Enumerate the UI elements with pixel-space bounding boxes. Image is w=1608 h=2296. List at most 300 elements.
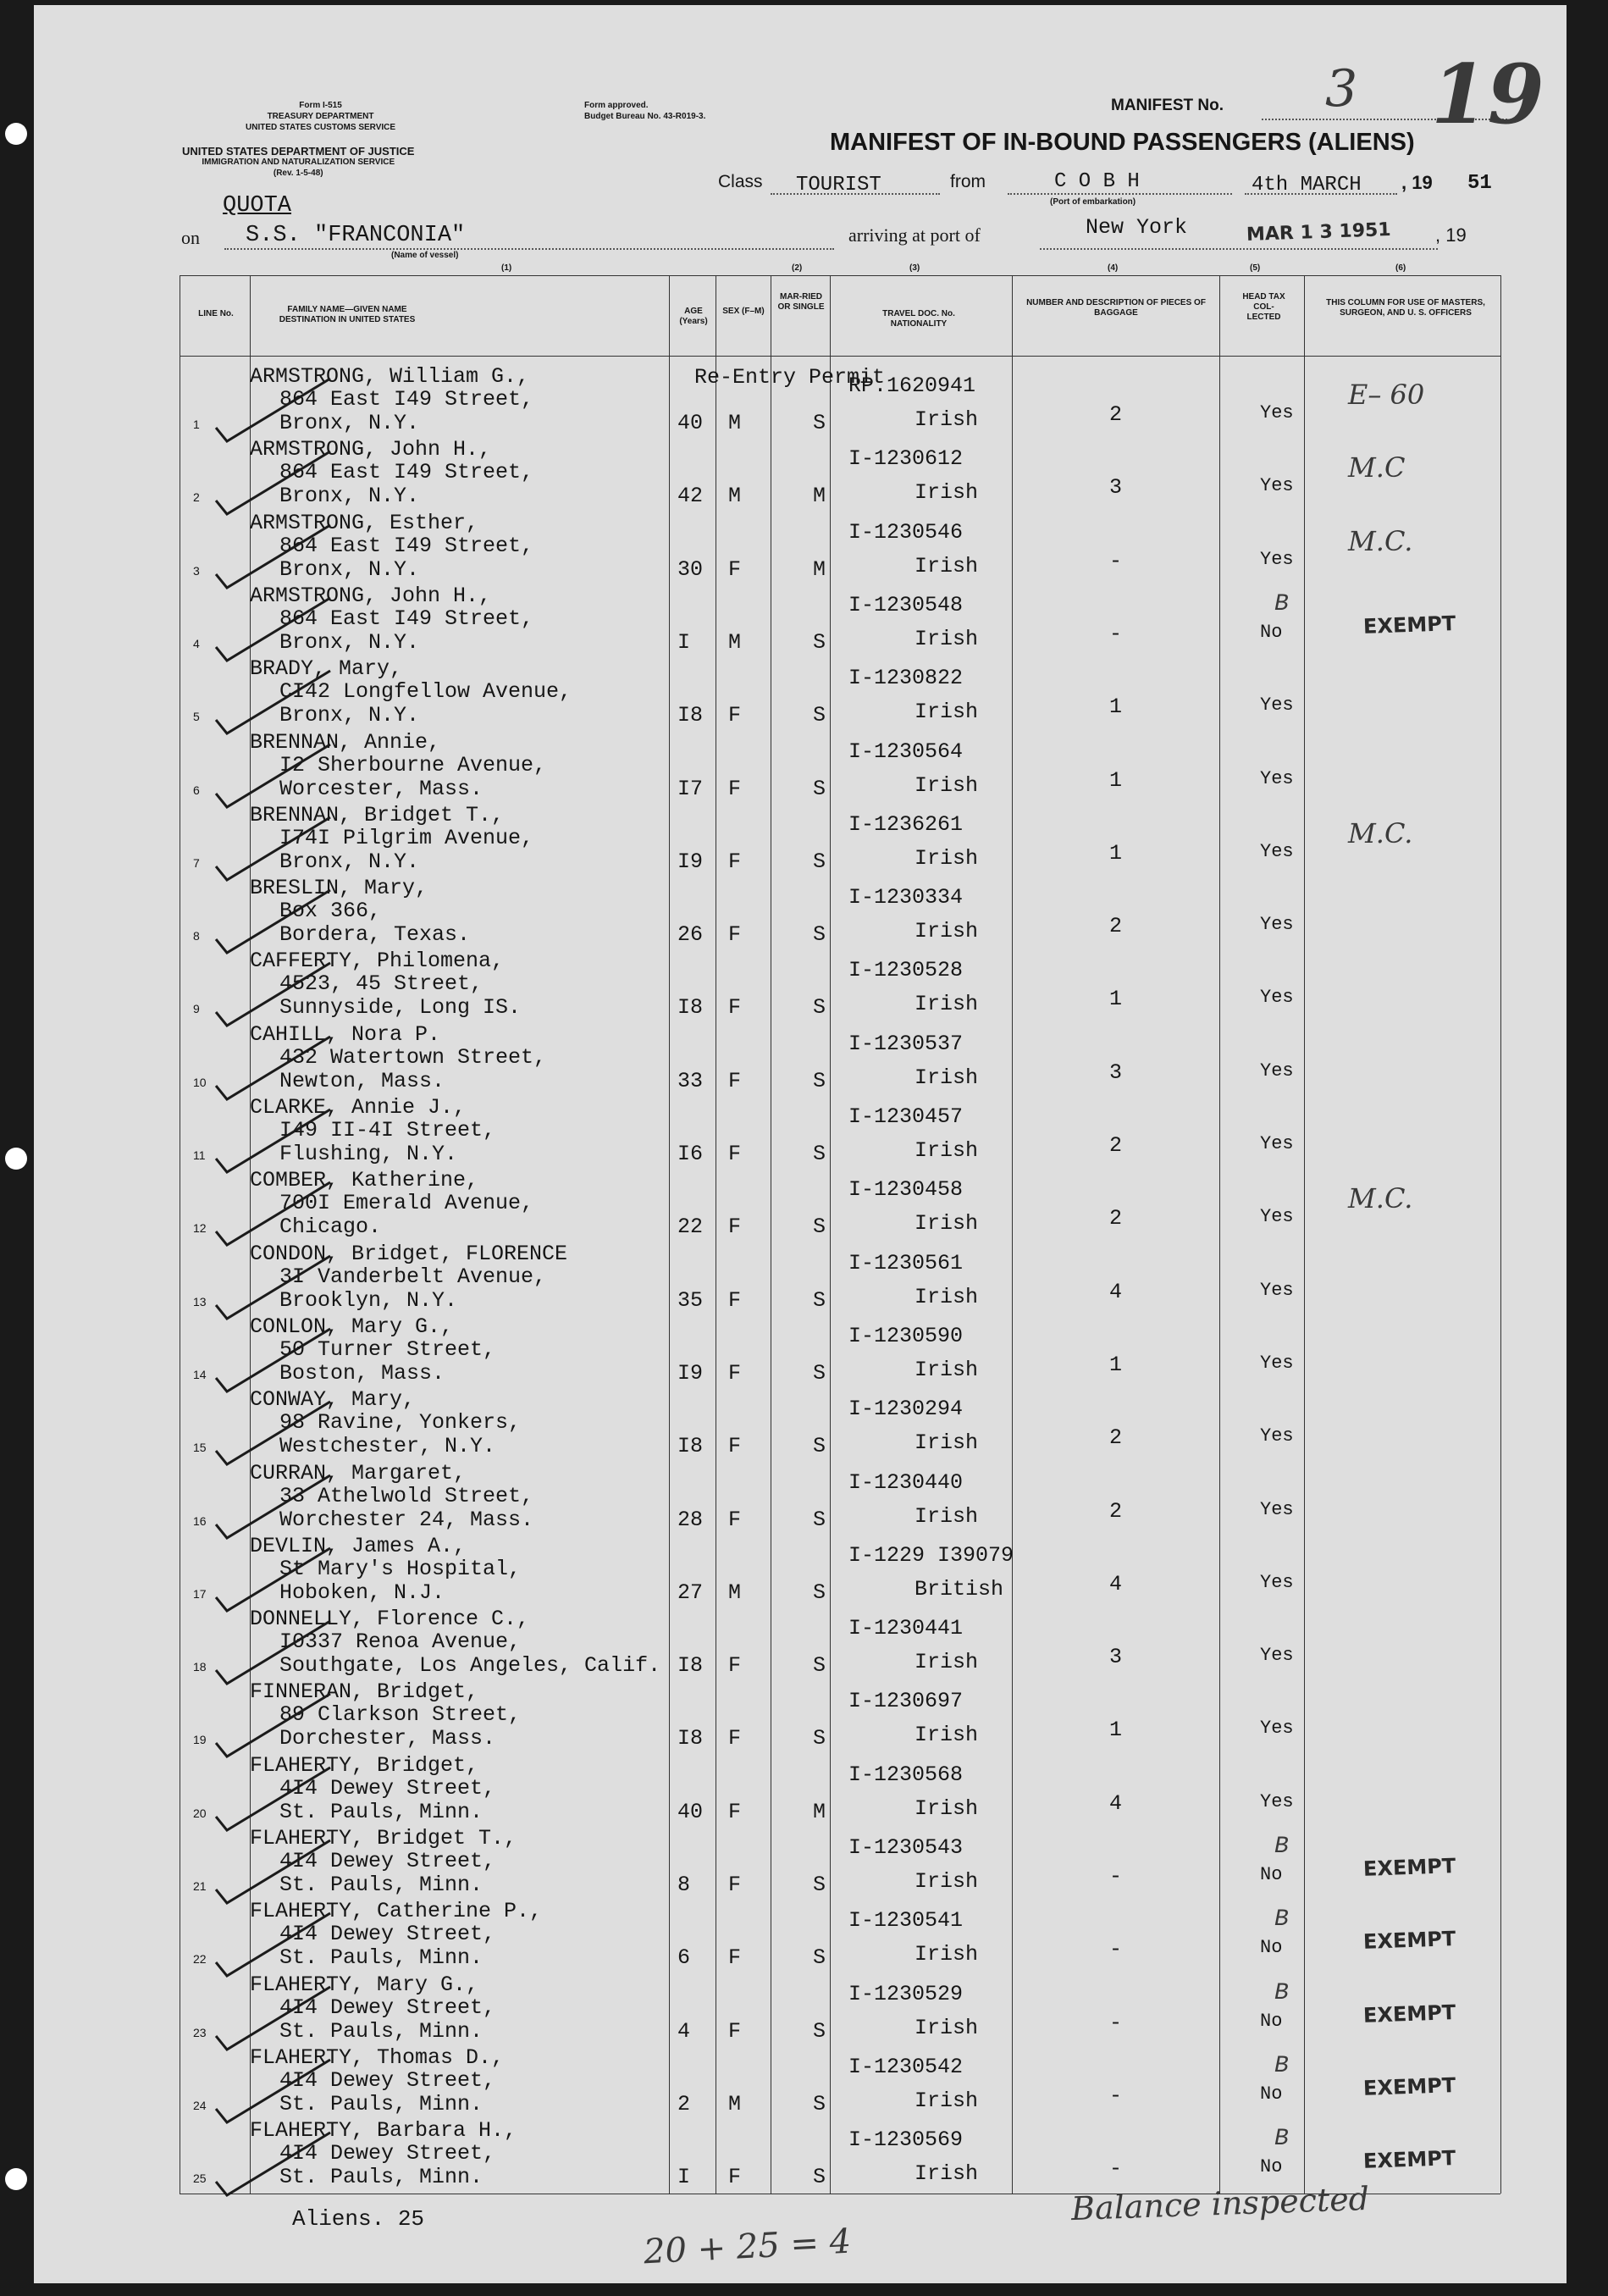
table-row	[0, 1968, 1608, 2044]
vessel-name: S.S. "FRANCONIA"	[246, 223, 466, 248]
header-line-no: LINE No.	[198, 309, 234, 318]
row-nat: Irish	[915, 1065, 979, 1090]
from-label: from	[950, 172, 986, 191]
class-value: TOURIST	[796, 174, 881, 196]
row-tax-note: B	[1274, 1906, 1289, 1934]
row-bag: 1	[1109, 767, 1123, 793]
table-row	[0, 1091, 1608, 1164]
row-bag: 2	[1109, 1425, 1123, 1451]
row-ms: S	[813, 776, 826, 801]
row-addr1: CI42 Longfellow Avenue,	[279, 679, 572, 705]
row-tax: Yes	[1260, 694, 1294, 716]
row-name: FLAHERTY, Bridget,	[250, 1752, 479, 1778]
manifest-no-value: 3	[1325, 59, 1358, 119]
row-ms: S	[813, 1360, 826, 1386]
row-name: ARMSTRONG, John H.,	[250, 437, 492, 462]
row-sex: F	[728, 776, 742, 801]
row-doc: I-1230590	[848, 1323, 964, 1348]
row-sex: F	[728, 1287, 742, 1313]
on-label: on	[181, 227, 200, 248]
row-addr2: Dorchester, Mass.	[279, 1726, 496, 1751]
row-doc: I-1230546	[848, 519, 964, 545]
col-num-4: (4)	[1108, 263, 1119, 273]
row-bag: 2	[1109, 1498, 1123, 1524]
manifest-title: MANIFEST OF IN-BOUND PASSENGERS (ALIENS)	[830, 129, 1415, 156]
row-age: I8	[677, 1653, 704, 1679]
row-tax: Yes	[1260, 1718, 1294, 1740]
table-row	[0, 652, 1608, 728]
row-addr1: 50 Turner Street,	[279, 1336, 496, 1362]
row-tax: Yes	[1260, 767, 1294, 789]
row-addr2: Southgate, Los Angeles, Calif.	[279, 1653, 661, 1679]
row-tax: Yes	[1260, 1571, 1294, 1593]
row-line: 1	[193, 418, 200, 431]
arrival-date-stamp: MAR 1 3 1951	[1246, 219, 1392, 246]
row-nat: Irish	[915, 1942, 979, 1967]
row-nat: British	[915, 1576, 1004, 1602]
row-doc: I-1230441	[848, 1616, 964, 1641]
row-tax: Yes	[1260, 402, 1294, 423]
row-doc-note: Re-Entry Permit	[694, 365, 886, 390]
row-name: CURRAN, Margaret,	[250, 1460, 467, 1485]
row-office: E– 60	[1348, 379, 1425, 411]
row-sex: M	[728, 484, 742, 509]
row-name: CONLON, Mary G.,	[250, 1314, 454, 1339]
row-bag: -	[1109, 1937, 1123, 1962]
row-doc: I-1230334	[848, 885, 964, 910]
row-age: 28	[677, 1507, 704, 1532]
row-doc: I-1236261	[848, 811, 964, 837]
port-embarkation-caption: (Port of embarkation)	[1050, 197, 1136, 207]
row-line: 16	[193, 1513, 207, 1528]
table-row	[0, 871, 1608, 948]
row-addr1: 4I4 Dewey Street,	[279, 1994, 496, 2020]
row-line: 9	[193, 1002, 200, 1016]
row-age: 4	[677, 2018, 691, 2044]
row-nat: Irish	[915, 480, 979, 506]
row-age: 26	[677, 922, 704, 948]
row-doc: I-1230440	[848, 1469, 964, 1495]
row-nat: Irish	[915, 626, 979, 651]
row-line: 2	[193, 490, 200, 505]
row-sex: F	[728, 1507, 742, 1532]
row-age: 22	[677, 1214, 704, 1240]
row-addr2: Brooklyn, N.Y.	[279, 1287, 458, 1313]
row-line: 25	[193, 2172, 207, 2186]
row-addr1: 3I Vanderbelt Avenue,	[279, 1264, 547, 1289]
row-name: CAHILL, Nora P.	[250, 1021, 441, 1047]
row-bag: -	[1109, 2010, 1123, 2035]
row-office: M.C.	[1348, 524, 1413, 557]
row-nat: Irish	[915, 2161, 979, 2187]
row-name: FINNERAN, Bridget,	[250, 1679, 479, 1705]
row-office: M.C.	[1348, 816, 1413, 849]
row-ms: S	[813, 2018, 826, 2044]
row-bag: 1	[1109, 694, 1123, 720]
row-age: 33	[677, 1068, 704, 1093]
port-arrival-line	[1040, 248, 1438, 250]
balance-note: Balance inspected	[1070, 2179, 1370, 2228]
row-addr2: St. Pauls, Minn.	[279, 1945, 484, 1971]
check-mark-icon	[212, 2122, 339, 2199]
row-addr1: 432 Watertown Street,	[279, 1044, 547, 1070]
row-sex: F	[728, 703, 742, 728]
row-line: 6	[193, 783, 200, 797]
row-line: 18	[193, 1660, 207, 1674]
row-sex: F	[728, 1653, 742, 1679]
row-doc: I-1230697	[848, 1689, 964, 1714]
punch-hole-top	[5, 123, 27, 145]
manifest-no-extra: 19	[1431, 47, 1544, 142]
row-line: 23	[193, 2025, 207, 2039]
row-tax: No	[1260, 2083, 1283, 2105]
row-bag: 2	[1109, 1133, 1123, 1158]
row-nat: Irish	[915, 1357, 979, 1382]
row-age: I	[677, 629, 691, 655]
row-age: I6	[677, 1142, 704, 1166]
row-bag: 2	[1109, 914, 1123, 939]
row-nat: Irish	[915, 772, 979, 798]
row-bag: 3	[1109, 1645, 1123, 1670]
row-name: CONDON, Bridget, FLORENCE	[250, 1241, 568, 1266]
row-addr2: Bronx, N.Y.	[279, 703, 420, 728]
table-row	[0, 1018, 1608, 1091]
row-addr1: 33 Athelwold Street,	[279, 1483, 534, 1508]
row-sex: F	[728, 1799, 742, 1824]
header-travel-doc: TRAVEL DOC. No. NATIONALITY	[882, 309, 955, 329]
row-addr2: Sunnyside, Long IS.	[279, 995, 522, 1021]
row-line: 14	[193, 1367, 207, 1381]
row-ms: S	[813, 629, 826, 655]
row-age: 2	[677, 2091, 691, 2116]
row-age: I7	[677, 776, 704, 801]
row-line: 17	[193, 1586, 207, 1601]
header-baggage: NUMBER AND DESCRIPTION OF PIECES OF BAGGAGE	[1026, 298, 1206, 318]
row-ms: S	[813, 849, 826, 874]
row-name: BRADY, Mary,	[250, 656, 403, 682]
row-line: 24	[193, 2098, 207, 2112]
row-addr2: Westchester, N.Y.	[279, 1434, 496, 1459]
row-age: I8	[677, 1434, 704, 1459]
row-doc: I-1229 I39079	[848, 1542, 1014, 1568]
row-doc: I-1230569	[848, 2127, 964, 2153]
row-name: DEVLIN, James A.,	[250, 1533, 467, 1558]
row-ms: S	[813, 1068, 826, 1093]
form-approved: Form approved. Budget Bureau No. 43-R019-3.	[584, 101, 706, 121]
row-doc: I-1230457	[848, 1104, 964, 1129]
row-tax: Yes	[1260, 1133, 1294, 1154]
row-doc: I-1230612	[848, 446, 964, 472]
row-addr2: Bronx, N.Y.	[279, 484, 420, 509]
table-row	[0, 506, 1608, 582]
row-bag: -	[1109, 2156, 1123, 2182]
row-age: 27	[677, 1580, 704, 1605]
row-addr2: Worcester, Mass.	[279, 776, 484, 801]
row-age: I9	[677, 1360, 704, 1386]
row-sex: F	[728, 922, 742, 948]
row-bag: 2	[1109, 1206, 1123, 1231]
row-addr2: Hoboken, N.J.	[279, 1580, 445, 1605]
row-office: EXEMPT	[1362, 2072, 1456, 2100]
header-married: MAR-RIED OR SINGLE	[777, 292, 825, 312]
table-row	[0, 1822, 1608, 1895]
port-embarkation-line	[1008, 193, 1232, 195]
row-name: BRENNAN, Bridget T.,	[250, 802, 505, 827]
table-row	[0, 1310, 1608, 1386]
row-bag: 1	[1109, 987, 1123, 1012]
row-doc: I-1230458	[848, 1177, 964, 1203]
row-ms: S	[813, 922, 826, 948]
row-tax-note: B	[1274, 1979, 1289, 2006]
year-printed: , 19	[1401, 172, 1433, 193]
row-addr1: 4I4 Dewey Street,	[279, 1775, 496, 1801]
row-addr2: St. Pauls, Minn.	[279, 1873, 484, 1897]
row-ms: M	[813, 556, 826, 582]
table-row	[0, 1383, 1608, 1459]
row-bag: 3	[1109, 1059, 1123, 1085]
row-addr1: I49 II-4I Street,	[279, 1118, 496, 1142]
arrival-year-suffix: , 19	[1435, 224, 1467, 246]
row-name: BRESLIN, Mary,	[250, 876, 428, 901]
row-office: M.C	[1348, 451, 1406, 484]
row-name: ARMSTRONG, John H.,	[250, 583, 492, 608]
row-ms: S	[813, 703, 826, 728]
row-addr2: Bronx, N.Y.	[279, 411, 420, 435]
row-nat: Irish	[915, 1869, 979, 1894]
table-row	[0, 944, 1608, 1021]
row-ms: S	[813, 1580, 826, 1605]
row-bag: -	[1109, 1864, 1123, 1889]
row-ms: S	[813, 1142, 826, 1166]
row-addr2: St. Pauls, Minn.	[279, 1799, 484, 1824]
col-num-2: (2)	[792, 263, 803, 273]
row-addr2: St. Pauls, Minn.	[279, 2091, 484, 2116]
row-office: M.C.	[1348, 1182, 1413, 1215]
row-line: 4	[193, 636, 200, 650]
row-bag: 4	[1109, 1790, 1123, 1816]
port-embarkation: C O B H	[1054, 170, 1140, 193]
row-name: FLAHERTY, Thomas D.,	[250, 2044, 505, 2070]
row-addr1: I0337 Renoa Avenue,	[279, 1629, 522, 1655]
row-addr2: Chicago.	[279, 1214, 382, 1240]
row-name: ARMSTRONG, Esther,	[250, 510, 479, 535]
row-tax: Yes	[1260, 548, 1294, 570]
year-typed: 51	[1467, 172, 1492, 195]
table-row	[0, 1749, 1608, 1822]
row-addr2: Bronx, N.Y.	[279, 556, 420, 582]
port-arrival: New York	[1086, 215, 1188, 240]
row-bag: -	[1109, 621, 1123, 646]
row-tax: Yes	[1260, 987, 1294, 1009]
row-line: 13	[193, 1294, 207, 1308]
row-tax-note: B	[1274, 2126, 1289, 2153]
header-age: AGE (Years)	[679, 307, 708, 326]
col-num-5: (5)	[1250, 263, 1261, 273]
row-sex: F	[728, 849, 742, 874]
row-bag: -	[1109, 2083, 1123, 2108]
row-line: 7	[193, 855, 200, 870]
row-addr2: Bronx, N.Y.	[279, 629, 420, 655]
row-nat: Irish	[915, 1138, 979, 1163]
row-ms: S	[813, 2165, 826, 2190]
row-bag: 2	[1109, 402, 1123, 427]
department-block: UNITED STATES DEPARTMENT OF JUSTICE IMMIGRATION AND NATURALIZATION SERVICE (Rev. 1-5-48)	[182, 145, 415, 178]
row-bag: 1	[1109, 840, 1123, 866]
row-nat: Irish	[915, 407, 979, 432]
row-doc: I-1230561	[848, 1250, 964, 1275]
row-addr1: 700I Emerald Avenue,	[279, 1191, 534, 1216]
row-addr1: 864 East I49 Street,	[279, 387, 534, 412]
row-office: EXEMPT	[1362, 1854, 1456, 1881]
table-row	[0, 726, 1608, 799]
row-tax: No	[1260, 621, 1283, 643]
header-name: FAMILY NAME—GIVEN NAME DESTINATION IN UNITED STATES	[279, 305, 416, 324]
table-row	[0, 1237, 1608, 1313]
row-nat: Irish	[915, 1795, 979, 1821]
row-nat: Irish	[915, 919, 979, 944]
arriving-label: arriving at port of	[848, 224, 981, 246]
row-line: 5	[193, 710, 200, 724]
row-age: 35	[677, 1287, 704, 1313]
row-addr1: 89 Clarkson Street,	[279, 1702, 522, 1728]
row-line: 15	[193, 1441, 207, 1455]
row-bag: 4	[1109, 1279, 1123, 1304]
row-sex: M	[728, 411, 742, 435]
row-addr2: Flushing, N.Y.	[279, 1142, 458, 1166]
row-addr1: 4523, 45 Street,	[279, 971, 484, 997]
row-sex: F	[728, 1068, 742, 1093]
row-office: EXEMPT	[1362, 611, 1456, 639]
row-doc: I-1230541	[848, 1908, 964, 1934]
row-sex: F	[728, 556, 742, 582]
row-tax: Yes	[1260, 1352, 1294, 1374]
col-num-1: (1)	[501, 263, 512, 273]
row-bag: -	[1109, 548, 1123, 573]
row-line: 21	[193, 1879, 207, 1893]
date-line	[1245, 193, 1397, 195]
row-bag: 4	[1109, 1571, 1123, 1596]
row-tax: Yes	[1260, 475, 1294, 497]
table-row	[0, 2041, 1608, 2114]
col-num-6: (6)	[1395, 263, 1406, 273]
row-age: 42	[677, 484, 704, 509]
row-name: COMBER, Katherine,	[250, 1168, 479, 1193]
row-tax: Yes	[1260, 1059, 1294, 1082]
row-name: CONWAY, Mary,	[250, 1387, 416, 1413]
row-ms: S	[813, 1945, 826, 1971]
row-ms: S	[813, 1287, 826, 1313]
row-name: CLARKE, Annie J.,	[250, 1095, 467, 1120]
row-nat: Irish	[915, 1503, 979, 1529]
row-sex: M	[728, 629, 742, 655]
header-sex: SEX (F–M)	[722, 307, 765, 316]
row-age: 6	[677, 1945, 691, 1971]
row-doc: I-1230568	[848, 1762, 964, 1787]
row-doc: I-1230543	[848, 1835, 964, 1860]
row-sex: F	[728, 1945, 742, 1971]
row-doc: I-1230528	[848, 958, 964, 983]
row-addr1: Box 366,	[279, 899, 382, 924]
col-num-3: (3)	[909, 263, 920, 273]
row-ms: S	[813, 411, 826, 435]
form-id-block: Form I-515 TREASURY DEPARTMENT UNITED STATES CUSTOMS SERVICE	[246, 101, 396, 132]
row-sex: F	[728, 1434, 742, 1459]
row-ms: M	[813, 484, 826, 509]
row-tax: Yes	[1260, 1425, 1294, 1447]
row-tax-note: B	[1274, 590, 1289, 617]
row-ms: S	[813, 1726, 826, 1751]
row-sex: F	[728, 1214, 742, 1240]
row-ms: S	[813, 1653, 826, 1679]
row-ms: S	[813, 1214, 826, 1240]
row-doc: I-1230542	[848, 2054, 964, 2079]
header-head-tax: HEAD TAX COL-LECTED	[1242, 292, 1285, 322]
row-doc: I-1230537	[848, 1031, 964, 1056]
row-sex: F	[728, 995, 742, 1021]
row-sex: F	[728, 2018, 742, 2044]
vessel-line	[224, 248, 834, 250]
row-name: BRENNAN, Annie,	[250, 729, 441, 755]
row-nat: Irish	[915, 1430, 979, 1456]
row-addr2: St. Pauls, Minn.	[279, 2018, 484, 2044]
row-bag: 3	[1109, 475, 1123, 501]
row-sex: F	[728, 1726, 742, 1751]
handwritten-total: 20 + 25 = 4	[642, 2221, 853, 2272]
vessel-caption: (Name of vessel)	[391, 251, 459, 260]
row-age: 8	[677, 1873, 691, 1897]
row-addr2: St. Pauls, Minn.	[279, 2165, 484, 2190]
date-departed: 4th MARCH	[1252, 174, 1362, 196]
row-addr1: 864 East I49 Street,	[279, 460, 534, 485]
table-row	[0, 433, 1608, 509]
quota-label: QUOTA	[223, 193, 292, 219]
row-name: ARMSTRONG, William G.,	[250, 364, 530, 389]
row-office: EXEMPT	[1362, 1927, 1456, 1955]
row-doc: I-1230822	[848, 666, 964, 691]
class-label: Class	[718, 172, 763, 191]
row-ms: S	[813, 1434, 826, 1459]
row-addr1: 864 East I49 Street,	[279, 606, 534, 631]
row-office: EXEMPT	[1362, 2146, 1456, 2174]
row-sex: M	[728, 1580, 742, 1605]
row-nat: Irish	[915, 1723, 979, 1748]
row-tax-note: B	[1274, 2052, 1289, 2079]
row-ms: S	[813, 1507, 826, 1532]
row-ms: S	[813, 1873, 826, 1897]
row-addr2: Newton, Mass.	[279, 1068, 445, 1093]
row-addr1: 864 East I49 Street,	[279, 533, 534, 558]
table-row	[0, 2114, 1608, 2190]
row-nat: Irish	[915, 700, 979, 725]
row-nat: Irish	[915, 2088, 979, 2113]
row-tax: Yes	[1260, 1498, 1294, 1520]
row-addr1: 4I4 Dewey Street,	[279, 2067, 496, 2093]
row-addr1: I2 Sherbourne Avenue,	[279, 752, 547, 777]
row-line: 11	[193, 1148, 206, 1162]
table-row	[0, 799, 1608, 874]
row-sex: F	[728, 1142, 742, 1166]
row-tax: Yes	[1260, 1206, 1294, 1228]
row-age: I8	[677, 995, 704, 1021]
row-tax: Yes	[1260, 840, 1294, 862]
table-row	[0, 1530, 1608, 1605]
table-top-border	[180, 275, 1500, 276]
row-tax: No	[1260, 2010, 1283, 2032]
table-row	[0, 579, 1608, 655]
row-nat: Irish	[915, 2015, 979, 2040]
row-nat: Irish	[915, 992, 979, 1017]
manifest-no-label: MANIFEST No.	[1111, 97, 1224, 114]
